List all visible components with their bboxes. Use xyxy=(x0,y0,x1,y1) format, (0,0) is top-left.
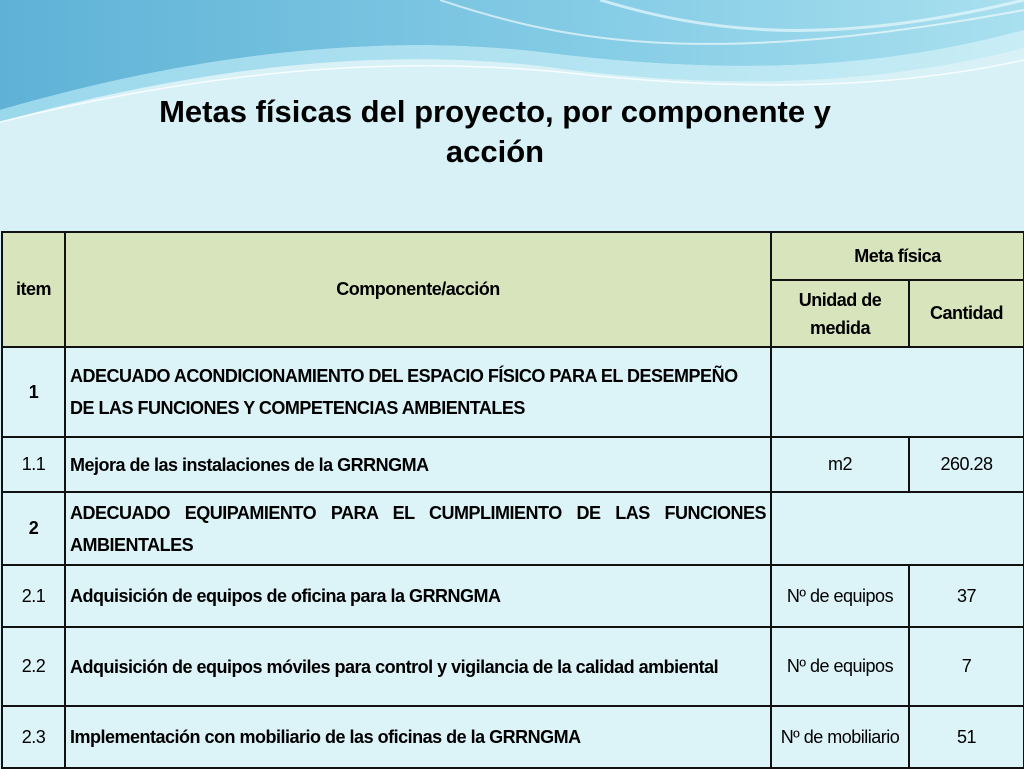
header-unidad xyxy=(771,280,909,347)
cell-quantity: 7 xyxy=(909,627,1024,706)
cell-quantity: 51 xyxy=(909,706,1024,768)
cell-item: 2.2 xyxy=(2,627,65,706)
cell-item: 2.1 xyxy=(2,565,65,627)
cell-component: Adquisición de equipos móviles para control y vigilancia de la calidad ambiental xyxy=(65,627,771,706)
table-row xyxy=(2,437,1024,492)
cell-unit: Nº de equipos xyxy=(771,565,909,627)
cell-component: Adquisición de equipos de oficina para la GRRNGMA xyxy=(65,565,771,627)
table-row xyxy=(2,492,1024,565)
table-row xyxy=(2,627,1024,706)
cell-item: 2.3 xyxy=(2,706,65,768)
table-row xyxy=(2,565,1024,627)
cell-component: Mejora de las instalaciones de la GRRNGMA xyxy=(65,437,771,492)
metas-table xyxy=(1,231,1024,769)
cell-item: 2 xyxy=(2,492,65,565)
header-meta-fisica: Meta física xyxy=(771,232,1024,280)
header-item: item xyxy=(2,232,65,347)
cell-unit-empty xyxy=(771,492,1024,565)
page-title-line-2: acción xyxy=(445,134,545,169)
cell-quantity: 260.28 xyxy=(909,437,1024,492)
header-cantidad: Cantidad xyxy=(909,280,1024,347)
cell-component: ADECUADO ACONDICIONAMIENTO DEL ESPACIO FÍSICO PARA EL DESEMPEÑO DE LAS FUNCIONES Y COMPETENCIAS AMBIENTALES xyxy=(65,347,771,437)
cell-component: ADECUADO EQUIPAMIENTO PARA EL CUMPLIMIENTO DE LAS FUNCIONES AMBIENTALES xyxy=(65,492,771,565)
header-component: Componente/acción xyxy=(65,232,771,347)
cell-unit-empty xyxy=(771,347,1024,437)
cell-unit: Nº de mobiliario xyxy=(771,706,909,768)
cell-component: Implementación con mobiliario de las oficinas de la GRRNGMA xyxy=(65,706,771,768)
table-row xyxy=(2,706,1024,768)
cell-item: 1.1 xyxy=(2,437,65,492)
cell-quantity: 37 xyxy=(909,565,1024,627)
cell-item: 1 xyxy=(2,347,65,437)
cell-unit: m2 xyxy=(771,437,909,492)
page-title xyxy=(0,92,990,172)
header-unidad-line-1: Unidad de xyxy=(798,289,882,310)
page-title-line-1: Metas físicas del proyecto, por componente y xyxy=(159,94,831,129)
cell-unit: Nº de equipos xyxy=(771,627,909,706)
table-row xyxy=(2,347,1024,437)
header-unidad-line-2: medida xyxy=(809,317,871,338)
